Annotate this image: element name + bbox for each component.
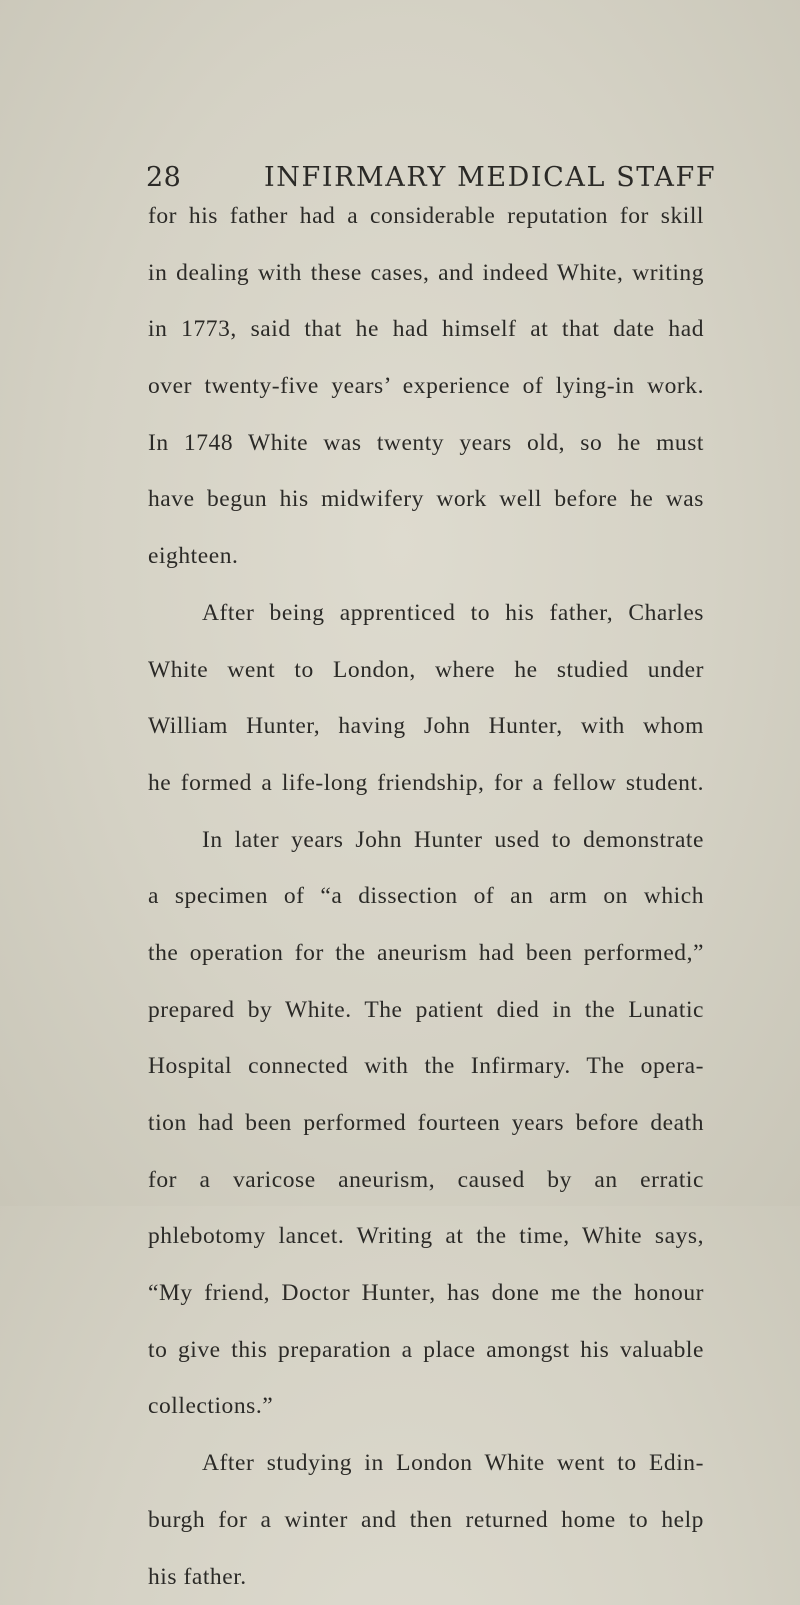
text-line: for a varicose aneurism, caused by an erratic (148, 1152, 704, 1209)
text-line: After being apprenticed to his father, Charles (148, 585, 704, 642)
text-line: the operation for the aneurism had been performed,” (148, 925, 704, 982)
text-line: in 1773, said that he had himself at that date had (148, 301, 704, 358)
text-line: prepared by White. The patient died in the Lunatic (148, 982, 704, 1039)
body-text (148, 188, 704, 1605)
page-number: 28 (146, 162, 181, 193)
text-line: he formed a life-long friendship, for a fellow student. (148, 755, 704, 812)
text-line: tion had been performed fourteen years before death (148, 1095, 704, 1152)
text-line: Hospital connected with the Infirmary. The opera- (148, 1038, 704, 1095)
text-line: “My friend, Doctor Hunter, has done me the honour (148, 1265, 704, 1322)
text-line: burgh for a winter and then returned home to help (148, 1492, 704, 1549)
text-line: In later years John Hunter used to demonstrate (148, 812, 704, 869)
text-line: his father. (148, 1549, 704, 1605)
text-line: a specimen of “a dissection of an arm on which (148, 868, 704, 925)
text-line: over twenty-five years’ experience of lying-in work. (148, 358, 704, 415)
text-line: eighteen. (148, 528, 704, 585)
text-line: phlebotomy lancet. Writing at the time, White says, (148, 1208, 704, 1265)
text-line: In 1748 White was twenty years old, so he must (148, 415, 704, 472)
text-line: to give this preparation a place amongst his valuable (148, 1322, 704, 1379)
text-line: William Hunter, having John Hunter, with whom (148, 698, 704, 755)
running-head: INFIRMARY MEDICAL STAFF (264, 162, 716, 193)
text-line: have begun his midwifery work well before he was (148, 471, 704, 528)
text-line: in dealing with these cases, and indeed White, writing (148, 245, 704, 302)
text-line: After studying in London White went to Edin- (148, 1435, 704, 1492)
text-line: White went to London, where he studied under (148, 642, 704, 699)
text-line: for his father had a considerable reputation for skill (148, 188, 704, 245)
text-line: collections.” (148, 1378, 704, 1435)
